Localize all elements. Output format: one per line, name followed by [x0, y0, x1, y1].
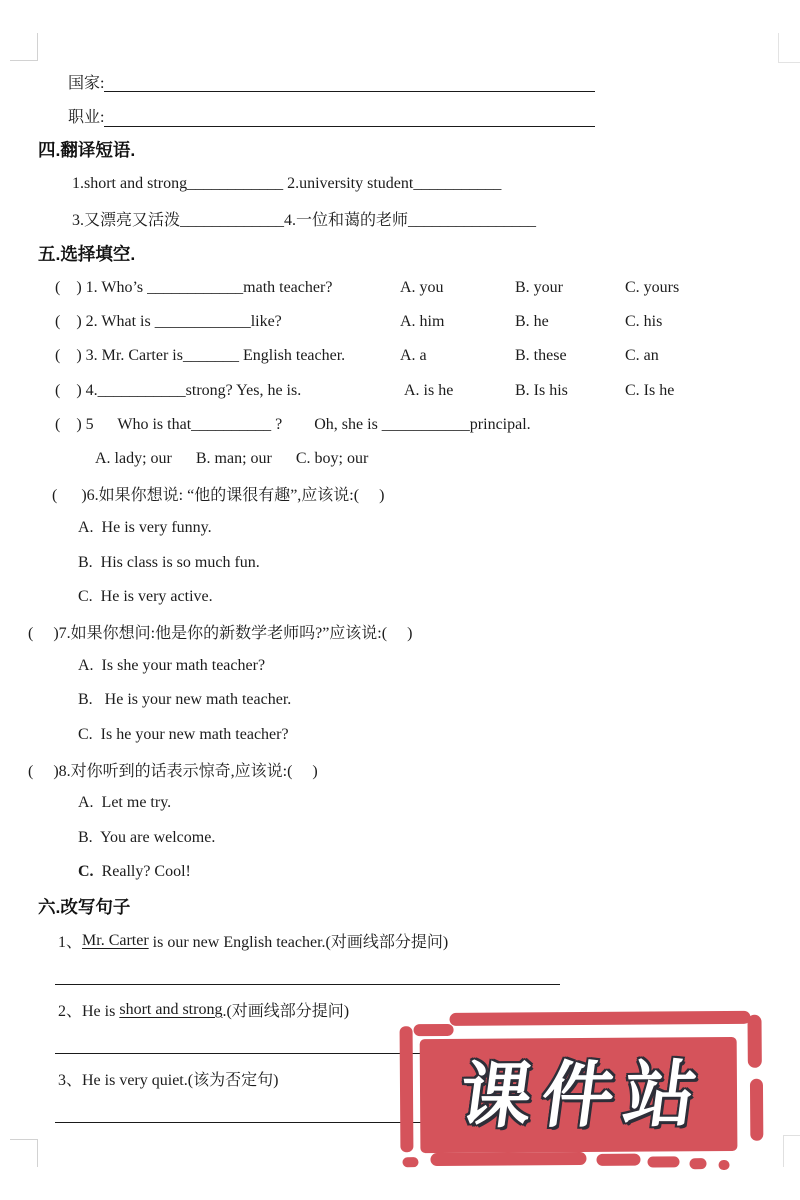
translate-items-1-2: 1.short and strong____________ 2.university student___________ [72, 175, 502, 193]
mc-option-7c: C. Is he your new math teacher? [78, 725, 289, 743]
stamp-frame-right-lower [750, 1079, 763, 1141]
watermark-stamp [399, 1009, 765, 1170]
rewrite-2-post: .(对画线部分提问) [222, 1003, 350, 1021]
mc-option-8c-label: C. [78, 863, 94, 881]
stamp-frame-bottom-dash-4 [647, 1156, 679, 1167]
section4-row1 [72, 167, 800, 201]
stamp-inner-box [420, 1037, 738, 1153]
section5-heading-row [38, 236, 800, 270]
stamp-frame-right-upper [747, 1015, 761, 1068]
stamp-frame-bottom-dash-2 [430, 1152, 586, 1166]
answer-line-1 [55, 958, 560, 985]
rewrite-1-post: is our new English teacher.(对画线部分提问) [148, 934, 449, 952]
mc-question-3: ( ) 3. Mr. Carter is_______ English teacher. [55, 347, 346, 365]
stamp-text: 课件站 [454, 1052, 713, 1138]
rewrite-2-underlined: short and strong [119, 1000, 223, 1018]
mc-option-row-7c [78, 717, 800, 751]
stamp-frame-top [449, 1011, 750, 1026]
mc-option-8a: A. Let me try. [78, 794, 172, 812]
text-boundary-mark-bottom-right [783, 1135, 800, 1167]
stamp-frame-bottom-dash-1 [402, 1157, 418, 1167]
mc-option-3b: B. these [515, 347, 567, 365]
mc-option-4b: B. Is his [515, 381, 568, 399]
mc-question-7: ( )7.如果你想问:他是你的新数学老师吗?”应该说:( ) [28, 624, 413, 642]
mc-option-row-8b [78, 821, 800, 855]
mc-option-6b: B. His class is so much fun. [78, 553, 260, 571]
section5-heading: 五.选择填空. [38, 243, 136, 264]
mc-option-row-6a [78, 511, 800, 545]
section4-row2 [72, 202, 800, 236]
rewrite-1-pre: 1、 [58, 934, 83, 952]
mc-question-row-5 [55, 408, 800, 442]
stamp-frame-bottom-dash-3 [596, 1154, 640, 1166]
mc-option-row-8c [78, 855, 800, 889]
stamp-frame-bottom-dash-6 [718, 1160, 729, 1170]
mc-question-1: ( ) 1. Who’s ____________math teacher? [55, 278, 333, 296]
stamp-frame-top-left [414, 1024, 454, 1036]
mc-option-1a: A. you [400, 278, 444, 296]
mc-option-3a: A. a [400, 347, 427, 365]
mc-option-row-7b [78, 683, 800, 717]
mc-option-row-7a [78, 649, 800, 683]
mc-option-7b: B. He is your new math teacher. [78, 691, 292, 709]
mc-question-6: ( )6.如果你想说: “他的课很有趣”,应该说:( ) [52, 487, 385, 505]
mc-options-5: A. lady; our B. man; our C. boy; our [95, 450, 369, 468]
section4-heading-row [38, 133, 800, 167]
mc-option-6a: A. He is very funny. [78, 519, 212, 537]
section6-heading-row [38, 889, 800, 923]
occupation-blank-line [104, 98, 595, 126]
mc-option-4a: A. is he [400, 381, 454, 399]
mc-question-5-options-row [95, 442, 800, 476]
mc-option-3c: C. an [625, 347, 659, 365]
mc-option-2a: A. him [400, 312, 445, 330]
mc-question-row-3 [55, 339, 800, 373]
mc-question-row-1 [55, 270, 800, 304]
mc-option-6c: C. He is very active. [78, 588, 213, 606]
mc-option-row-8a [78, 786, 800, 820]
occupation-label: 职业: [68, 109, 105, 127]
mc-question-4: ( ) 4.___________strong? Yes, he is. [55, 381, 302, 399]
mc-option-8b: B. You are welcome. [78, 828, 216, 846]
country-blank-line [104, 64, 595, 92]
section4-heading: 四.翻译短语. [38, 140, 136, 161]
field-row-occupation [68, 98, 595, 132]
mc-option-2b: B. he [515, 312, 549, 330]
stamp-frame-left [400, 1026, 414, 1152]
rewrite-sentence-1 [58, 924, 800, 958]
mc-question-2: ( ) 2. What is ____________like? [55, 312, 282, 330]
mc-option-2c: C. his [625, 312, 663, 330]
mc-question-5: ( ) 5 Who is that__________ ? Oh, she is ___________principal. [55, 416, 531, 434]
mc-option-4c: C. Is he [625, 381, 675, 399]
mc-option-1b: B. your [515, 278, 563, 296]
country-label: 国家: [68, 74, 105, 92]
stamp-frame-bottom-dash-5 [689, 1158, 706, 1169]
field-row-country [68, 64, 595, 98]
mc-option-8c-text: Really? Cool! [93, 863, 191, 881]
mc-question-row-6 [52, 477, 800, 511]
mc-option-row-6b [78, 545, 800, 579]
rewrite-2-pre: 2、He is [58, 1003, 120, 1021]
section6-heading: 六.改写句子 [38, 897, 131, 918]
mc-question-row-8 [28, 752, 800, 786]
rewrite-1-underlined: Mr. Carter [82, 931, 149, 949]
rewrite-3-pre: 3、He is very quiet.(该为否定句) [58, 1072, 279, 1090]
answer-line-row-1 [38, 958, 800, 992]
translate-items-3-4: 3.又漂亮又活泼_____________4.一位和蔼的老师________________ [72, 212, 537, 230]
mc-option-row-6c [78, 580, 800, 614]
mc-question-row-2 [55, 305, 800, 339]
mc-question-row-4 [55, 374, 800, 408]
mc-question-row-7 [28, 614, 800, 648]
mc-question-8: ( )8.对你听到的话表示惊奇,应该说:( ) [28, 762, 318, 780]
mc-option-1c: C. yours [625, 278, 680, 296]
text-boundary-mark-bottom-left [10, 1139, 38, 1167]
mc-option-7a: A. Is she your math teacher? [78, 656, 266, 674]
